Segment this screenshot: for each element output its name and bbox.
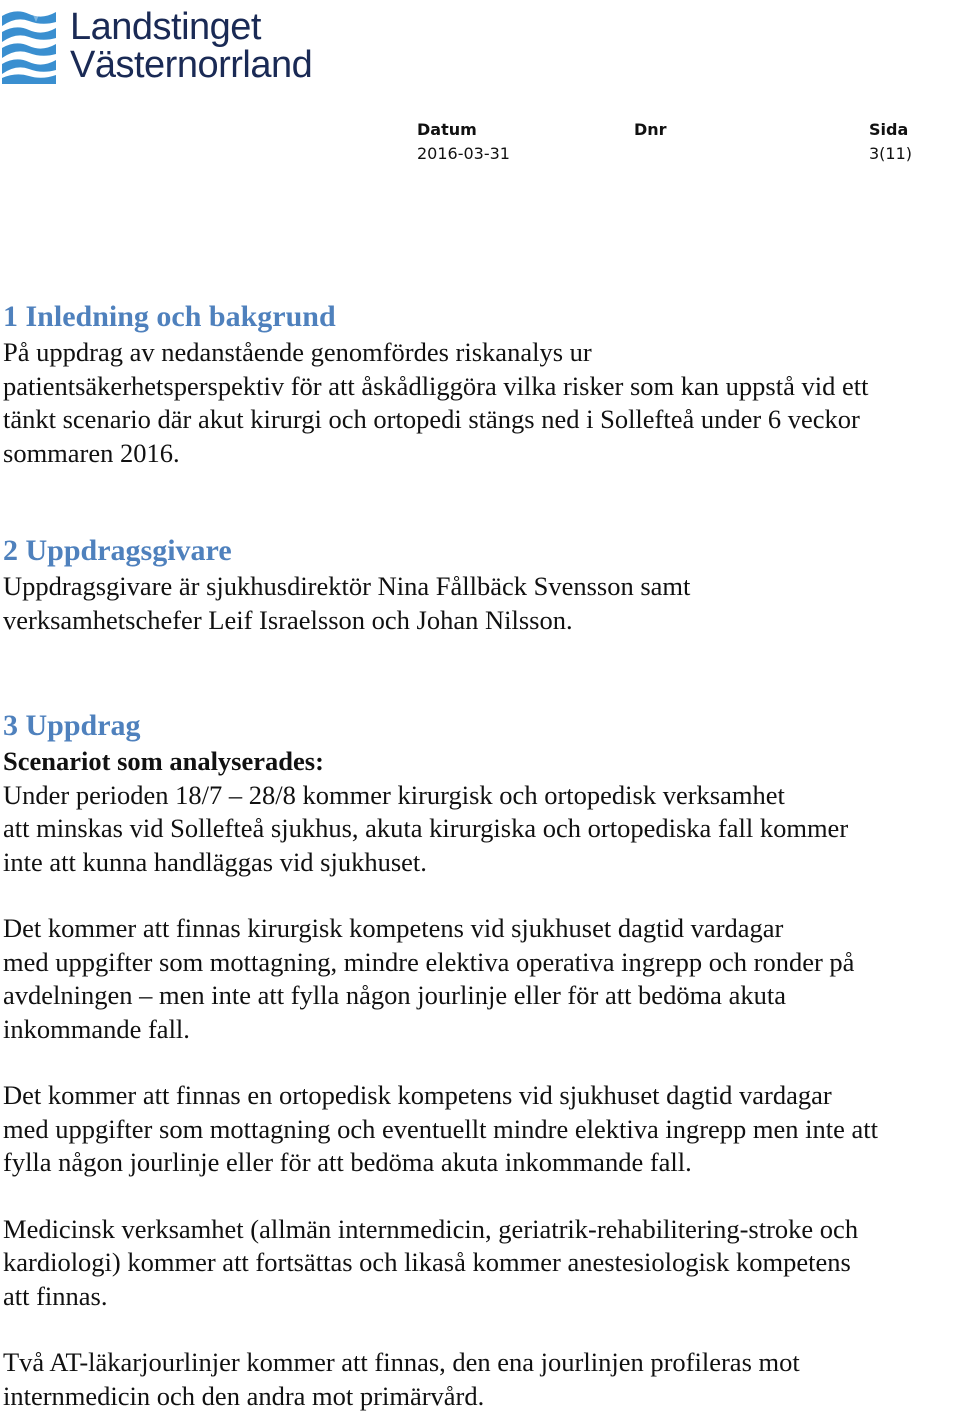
spacer: [3, 879, 958, 912]
spacer: [3, 1180, 958, 1213]
section-3-paragraph-2: Det kommer att finnas kirurgisk kompetens vid sjukhuset dagtid vardagar med uppgifter som mottagning, mindre elektiva operativa ingrepp och ronder på avdelningen – men inte att fylla någon jourlinje eller för att bedöma akuta inkommande fall.: [3, 913, 855, 1044]
logo-line-1: Landstinget: [70, 6, 261, 48]
datum-value: 2016-03-31: [417, 144, 510, 163]
logo-wordmark: [70, 8, 312, 84]
section-2-heading: 2 Uppdragsgivare: [3, 534, 232, 567]
meta-sida: [869, 118, 912, 166]
section-2-body: Uppdragsgivare är sjukhusdirektör Nina Fållbäck Svensson samt verksamhetschefer Leif Israelsson och Johan Nilsson.: [3, 571, 691, 635]
section-3-paragraph-5: Två AT-läkarjourlinjer kommer att finnas, den ena jourlinjen profileras mot internmedicin och den andra mot primärvård.: [3, 1347, 800, 1411]
spacer: [3, 637, 958, 707]
sida-value: 3(11): [869, 144, 913, 163]
sida-label: Sida: [869, 120, 909, 139]
datum-label: Datum: [417, 120, 477, 139]
section-3-paragraph-3: Det kommer att finnas en ortopedisk kompetens vid sjukhuset dagtid vardagar med uppgifter som mottagning och eventuellt mindre elektiva ingrepp men inte att fylla någon jourlinje eller för att bedöma akuta inkommande fall.: [3, 1080, 879, 1177]
spacer: [3, 470, 958, 532]
meta-datum: [417, 118, 510, 166]
section-1-heading: 1 Inledning och bakgrund: [3, 300, 336, 333]
logo-line-2: Västernorrland: [70, 44, 313, 86]
dnr-label: Dnr: [634, 120, 667, 139]
section-1-body: På uppdrag av nedanstående genomfördes riskanalys ur patientsäkerhetsperspektiv för att åskådliggöra vilka risker som kan uppstå vid ett tänkt scenario där akut kirurgi och ortopedi stängs ned i Sollefteå under 6 veckor sommaren 2016.: [3, 337, 869, 468]
section-3-subheading: Scenariot som analyserades:: [3, 746, 324, 776]
waves-logo-icon: [2, 8, 56, 84]
spacer: [3, 1313, 958, 1346]
document-body: [3, 298, 958, 1413]
section-3-heading: 3 Uppdrag: [3, 709, 141, 742]
section-3-paragraph-4: Medicinsk verksamhet (allmän internmedicin, geriatrik-rehabilitering-stroke och kardiologi) kommer att fortsättas och likaså kommer anestesiologisk kompetens att finnas.: [3, 1213, 859, 1311]
spacer: [3, 1046, 958, 1079]
meta-dnr: [634, 118, 667, 142]
organization-logo: [0, 4, 330, 86]
section-3-paragraph-1: Under perioden 18/7 – 28/8 kommer kirurgisk och ortopedisk verksamhet att minskas vid Sollefteå sjukhus, akuta kirurgiska och ortopediska fall kommer inte att kunna handläggas vid sjukhuset.: [3, 779, 849, 877]
